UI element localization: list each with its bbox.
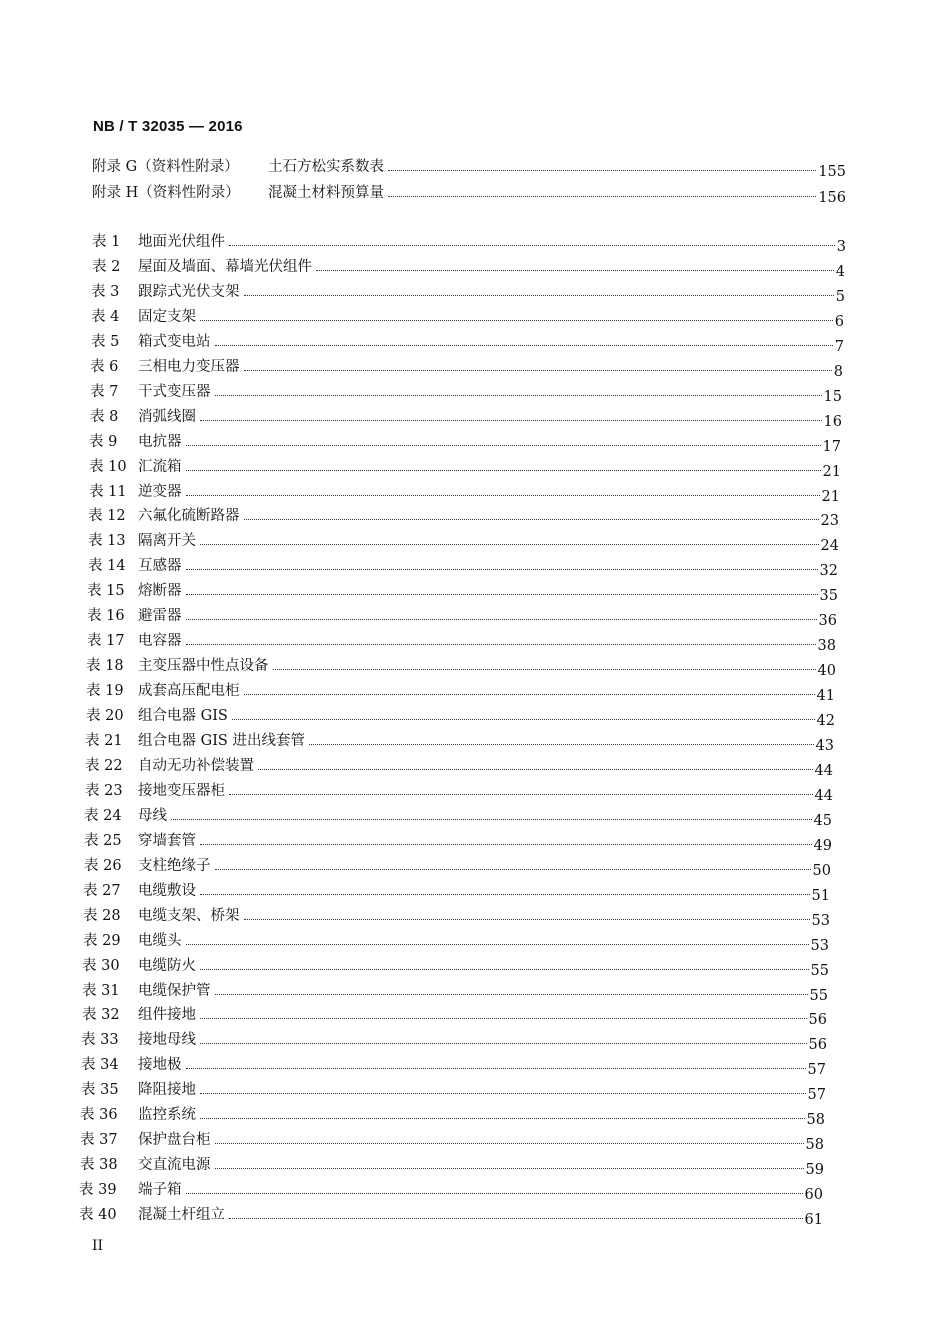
dot-leader: [258, 769, 813, 770]
table-entry-page: 35: [819, 588, 838, 605]
table-entry[interactable]: [92, 229, 846, 255]
table-entry[interactable]: [89, 479, 840, 505]
table-entry-label: 表 30: [82, 957, 120, 974]
dot-leader: [200, 1018, 807, 1019]
table-entry-page: 53: [811, 912, 830, 929]
table-entry-label: 表 16: [87, 608, 125, 625]
table-entry-title: 六氟化硫断路器: [138, 508, 240, 525]
dot-leader: [244, 370, 832, 371]
appendix-entry-label: 附录 H（资料性附录）: [92, 185, 240, 201]
table-entry-page: 50: [812, 862, 831, 879]
table-entry-label: 表 1: [92, 234, 121, 250]
table-entry-title: 自动无功补偿装置: [138, 757, 254, 774]
dot-leader: [200, 844, 812, 845]
dot-leader: [309, 744, 814, 745]
dot-leader: [316, 270, 834, 271]
dot-leader: [186, 619, 817, 620]
table-entry[interactable]: [86, 703, 835, 730]
dot-leader: [186, 644, 816, 645]
table-entry-label: 表 37: [80, 1132, 118, 1149]
table-entry[interactable]: [82, 1002, 827, 1029]
dot-leader: [229, 1218, 803, 1219]
table-entry-label: 表 11: [89, 483, 127, 500]
table-entry-page: 60: [804, 1187, 823, 1204]
table-entry-page: 38: [817, 638, 836, 655]
dot-leader: [200, 969, 809, 970]
table-entry-title: 电抗器: [138, 433, 182, 450]
table-entry-page: 55: [810, 962, 829, 979]
table-entry-page: 56: [808, 1037, 827, 1054]
table-entry-page: 7: [834, 338, 844, 355]
table-entry[interactable]: [89, 429, 841, 455]
table-entry-page: 8: [833, 363, 843, 380]
table-entry-label: 表 24: [84, 807, 122, 824]
table-entry-label: 表 38: [80, 1157, 118, 1174]
table-entry-title: 电缆保护管: [138, 982, 211, 999]
table-entry-label: 表 34: [81, 1057, 119, 1074]
table-entry[interactable]: [85, 778, 833, 804]
table-entry-page: 51: [811, 887, 830, 904]
table-entry[interactable]: [81, 1027, 827, 1054]
dot-leader: [229, 794, 813, 795]
table-entry[interactable]: [88, 528, 839, 555]
dot-leader: [215, 869, 811, 870]
table-entry-label: 表 20: [86, 708, 124, 725]
table-entry-title: 隔离开关: [138, 533, 196, 550]
table-entry-title: 干式变压器: [138, 383, 211, 400]
dot-leader: [215, 1143, 804, 1144]
table-entry-page: 3: [836, 239, 846, 255]
dot-leader: [244, 519, 819, 520]
table-entry-page: 32: [819, 563, 838, 580]
table-entry[interactable]: [90, 354, 843, 380]
table-entry-page: 42: [816, 713, 835, 730]
table-entry-title: 混凝土杆组立: [138, 1207, 225, 1224]
table-entry-title: 跟踪式光伏支架: [138, 283, 240, 300]
table-entry-title: 交直流电源: [138, 1157, 211, 1174]
table-entry-title: 组件接地: [138, 1007, 196, 1024]
table-entry-page: 21: [821, 488, 840, 505]
table-entry-title: 电缆防火: [138, 957, 196, 974]
table-entry-title: 监控系统: [138, 1107, 196, 1124]
table-entry-label: 表 9: [89, 433, 118, 450]
table-entry[interactable]: [86, 678, 835, 705]
table-entry[interactable]: [84, 828, 832, 854]
table-entry-title: 主变压器中性点设备: [138, 658, 269, 675]
table-entry[interactable]: [88, 553, 838, 580]
appendix-entry[interactable]: [92, 154, 846, 180]
table-entry-label: 表 7: [90, 383, 119, 400]
table-entry-title: 成套高压配电柜: [138, 683, 240, 700]
table-entry[interactable]: [81, 1052, 826, 1079]
dot-leader: [186, 1068, 806, 1069]
table-entry-title: 母线: [138, 807, 167, 824]
table-entry-title: 汇流箱: [138, 458, 182, 475]
table-entry[interactable]: [83, 903, 830, 929]
dot-leader: [229, 245, 835, 246]
table-entry-page: 21: [822, 463, 841, 480]
table-entry-title: 箱式变电站: [138, 333, 211, 350]
dot-leader: [232, 719, 815, 720]
table-entry[interactable]: [88, 503, 839, 530]
table-entry[interactable]: [87, 603, 837, 630]
table-entry-title: 地面光伏组件: [138, 234, 225, 250]
table-entry-label: 表 36: [80, 1107, 118, 1124]
dot-leader: [244, 919, 810, 920]
table-entry[interactable]: [85, 753, 833, 779]
dot-leader: [215, 395, 822, 396]
table-entry-page: 24: [820, 538, 839, 555]
table-entry-label: 表 22: [85, 757, 123, 774]
dot-leader: [388, 170, 816, 171]
table-entry-title: 熔断器: [138, 583, 182, 600]
table-entry-label: 表 10: [89, 458, 127, 475]
table-entry-title: 电缆支架、桥架: [138, 907, 240, 924]
appendix-entry-title: 土石方松实系数表: [268, 159, 384, 175]
table-entry-label: 表 14: [88, 558, 126, 575]
appendix-entry-page: 155: [818, 164, 846, 180]
table-entry-label: 表 6: [90, 358, 119, 375]
table-entry[interactable]: [79, 1177, 823, 1204]
table-entry-page: 36: [818, 613, 837, 630]
dot-leader: [200, 320, 833, 321]
dot-leader: [244, 295, 834, 296]
page-number: II: [92, 1238, 104, 1254]
table-entry-title: 端子箱: [138, 1182, 182, 1199]
table-entry-label: 表 26: [84, 857, 122, 874]
table-entry-page: 49: [813, 837, 832, 854]
table-entry[interactable]: [87, 628, 836, 655]
table-entry-page: 5: [835, 288, 845, 305]
table-entry-title: 屋面及墙面、幕墙光伏组件: [138, 258, 312, 275]
table-entry-label: 表 21: [85, 733, 123, 749]
table-entry[interactable]: [83, 928, 829, 954]
table-entry-title: 消弧线圈: [138, 408, 196, 425]
table-entry-label: 表 2: [92, 258, 121, 275]
table-entry-label: 表 19: [86, 683, 124, 700]
dot-leader: [200, 1043, 807, 1044]
table-entry-title: 降阻接地: [138, 1082, 196, 1099]
table-entry[interactable]: [90, 404, 842, 430]
dot-leader: [186, 470, 821, 471]
table-entry-page: 15: [823, 388, 842, 405]
table-entry[interactable]: [90, 379, 842, 405]
dot-leader: [186, 445, 821, 446]
table-entry[interactable]: [84, 803, 832, 829]
table-entry-title: 电缆敷设: [138, 882, 196, 899]
table-entry[interactable]: [91, 304, 844, 330]
table-entry-title: 接地变压器柜: [138, 782, 225, 799]
appendix-entry-page: 156: [818, 190, 846, 206]
table-entry[interactable]: [84, 853, 831, 879]
dot-leader: [273, 669, 816, 670]
table-entry-title: 接地极: [138, 1057, 182, 1074]
table-entry-label: 表 29: [83, 932, 121, 949]
table-entry-title: 电缆头: [138, 932, 182, 949]
table-entry-title: 保护盘台柜: [138, 1132, 211, 1149]
table-entry-title: 三相电力变压器: [138, 358, 240, 375]
table-entry-page: 55: [809, 987, 828, 1004]
dot-leader: [171, 819, 812, 820]
table-entry-page: 44: [814, 787, 833, 804]
dot-leader: [186, 569, 818, 570]
dot-leader: [215, 1168, 804, 1169]
table-entry-page: 6: [834, 313, 844, 330]
table-entry-page: 43: [815, 738, 834, 754]
table-entry-page: 53: [810, 937, 829, 954]
table-entry-label: 表 8: [90, 408, 119, 425]
table-entry-label: 表 33: [81, 1032, 119, 1049]
table-entry[interactable]: [80, 1102, 825, 1129]
table-entry-title: 组合电器 GIS: [138, 708, 228, 725]
table-entry[interactable]: [89, 454, 841, 480]
table-entry-page: 57: [807, 1062, 826, 1079]
table-entry-label: 表 3: [91, 283, 120, 300]
dot-leader: [186, 944, 809, 945]
dot-leader: [244, 694, 815, 695]
dot-leader: [215, 994, 808, 995]
table-entry[interactable]: [80, 1127, 824, 1154]
table-entry-title: 组合电器 GIS 进出线套管: [138, 733, 305, 749]
appendix-entry-title: 混凝土材料预算量: [268, 185, 384, 201]
table-entry-label: 表 28: [83, 907, 121, 924]
table-entry-label: 表 5: [91, 333, 120, 350]
table-entry-label: 表 15: [87, 583, 125, 600]
dot-leader: [200, 1093, 806, 1094]
table-entry-label: 表 17: [87, 633, 125, 650]
dot-leader: [388, 196, 816, 197]
table-entry-page: 4: [835, 263, 845, 280]
table-entry-label: 表 12: [88, 508, 126, 525]
dot-leader: [186, 1193, 803, 1194]
dot-leader: [215, 345, 833, 346]
table-entry-title: 电容器: [138, 633, 182, 650]
table-entry-title: 逆变器: [138, 483, 182, 500]
table-entry-label: 表 32: [82, 1007, 120, 1024]
table-entry[interactable]: [81, 1077, 826, 1104]
table-entry[interactable]: [91, 329, 844, 355]
table-entry[interactable]: [86, 653, 836, 680]
table-entry-page: 59: [805, 1162, 824, 1179]
table-entry-title: 穿墙套管: [138, 832, 196, 849]
table-entry[interactable]: [82, 978, 828, 1004]
table-entry-label: 表 39: [79, 1182, 117, 1199]
dot-leader: [200, 544, 819, 545]
table-entry[interactable]: [80, 1152, 824, 1179]
table-entry-title: 接地母线: [138, 1032, 196, 1049]
table-entry-page: 56: [808, 1012, 827, 1029]
table-entry-page: 58: [805, 1137, 824, 1154]
table-entry[interactable]: [85, 728, 834, 754]
dot-leader: [200, 1118, 805, 1119]
table-entry[interactable]: [82, 953, 829, 979]
appendix-entry-label: 附录 G（资料性附录）: [92, 159, 239, 175]
table-entry-page: 45: [813, 812, 832, 829]
table-entry-title: 互感器: [138, 558, 182, 575]
table-entry-label: 表 35: [81, 1082, 119, 1099]
table-entry-label: 表 31: [82, 982, 120, 999]
dot-leader: [186, 594, 818, 595]
table-entry[interactable]: [91, 279, 845, 305]
dot-leader: [200, 420, 822, 421]
table-entry-page: 40: [817, 663, 836, 680]
table-entry-title: 支柱绝缘子: [138, 857, 211, 874]
table-entry-page: 44: [814, 762, 833, 779]
dot-leader: [200, 894, 810, 895]
table-entry-label: 表 25: [84, 832, 122, 849]
document-header: NB / T 32035 — 2016: [93, 118, 243, 135]
table-entry-label: 表 27: [83, 882, 121, 899]
table-entry-label: 表 40: [79, 1207, 117, 1224]
dot-leader: [186, 495, 820, 496]
table-entry-page: 41: [816, 688, 835, 705]
table-entry-page: 58: [806, 1112, 825, 1129]
table-entry-page: 23: [820, 513, 839, 530]
table-entry-label: 表 23: [85, 782, 123, 799]
table-entry-page: 57: [807, 1087, 826, 1104]
appendix-entry[interactable]: [92, 180, 846, 206]
table-entry-label: 表 18: [86, 658, 124, 675]
table-entry-label: 表 4: [91, 308, 120, 325]
table-entry-title: 固定支架: [138, 308, 196, 325]
table-entry-label: 表 13: [88, 533, 126, 550]
table-entry-title: 避雷器: [138, 608, 182, 625]
table-entry[interactable]: [87, 578, 838, 605]
table-entry-page: 61: [804, 1212, 823, 1229]
table-entry[interactable]: [92, 254, 845, 280]
table-entry-page: 17: [822, 438, 841, 455]
table-entry-page: 16: [823, 413, 842, 430]
table-entry[interactable]: [79, 1202, 823, 1229]
table-entry[interactable]: [83, 878, 830, 904]
